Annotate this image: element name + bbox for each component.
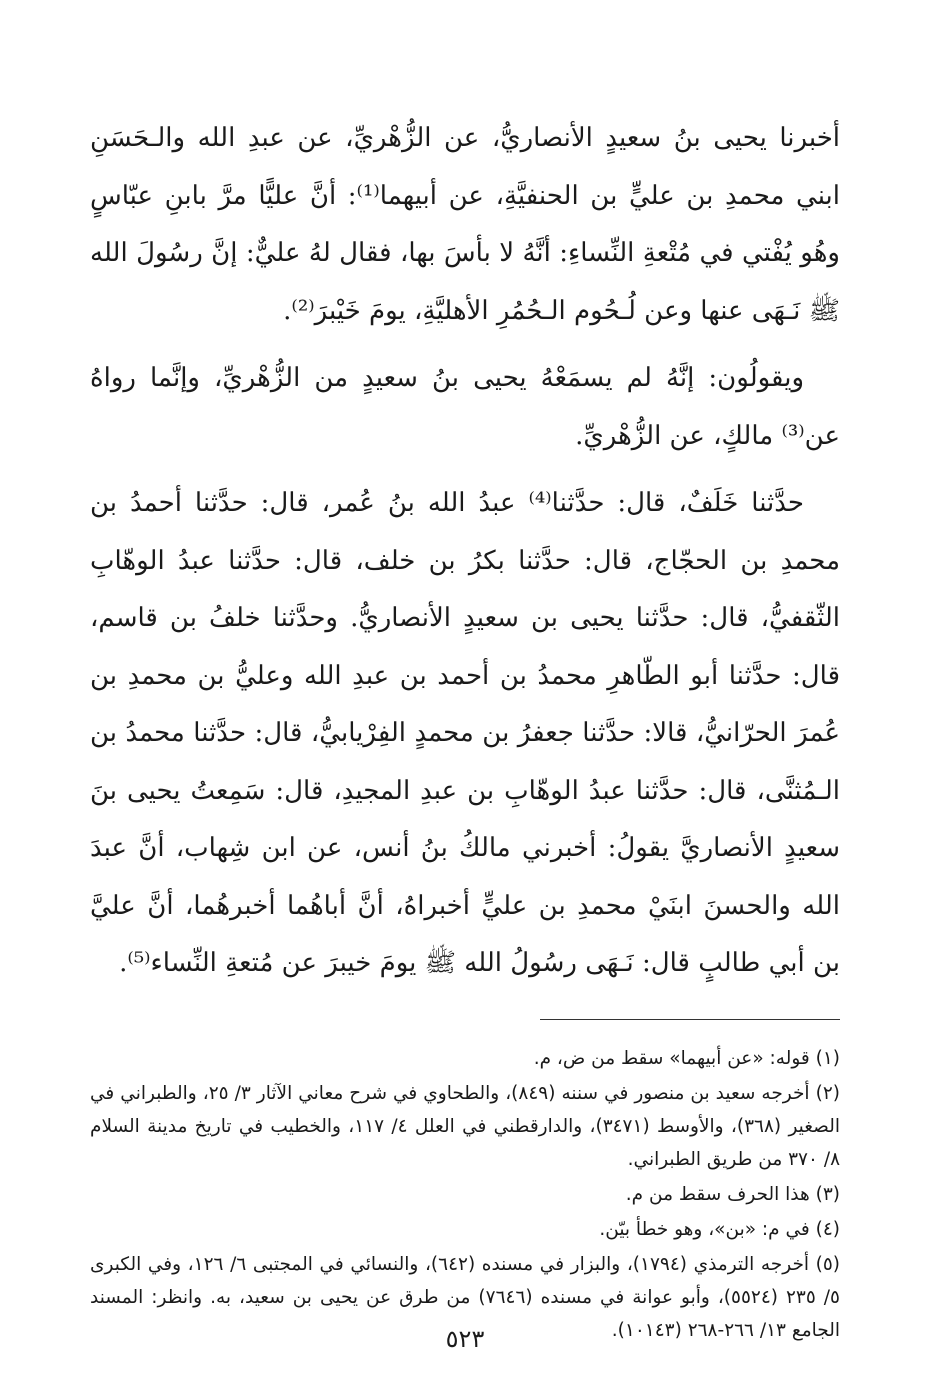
footnote-5: (٥) أخرجه الترمذي (١٧٩٤)، والبزار في مسنده (٦٤٢)، والنسائي في المجتبى ٦/ ١٢٦، وفي الكبرى ٥/ ٢٣٥ (٥٥٢٤)، وأبو عوانة في مسنده (٧٦٤٦) من طرق عن يحيى بن سعيد، به. وانظر: المسند الجامع ١٣/ ٢٦٦-٢٦٨ (١٠١٤٣).: [90, 1253, 840, 1341]
main-text: [90, 110, 840, 993]
footnote-4: (٤) في م: «بن»، وهو خطأ بيّن.: [599, 1218, 840, 1240]
paragraph-3: حدَّثنا خَلَفٌ، قال: حدَّثنا⁽⁴⁾ عبدُ الله بنُ عُمر، قال: حدَّثنا أحمدُ بن محمدِ بن الحجّاج، قال: حدَّثنا بكرُ بن خلف، قال: حدَّثنا عبدُ الوهّابِ الثّقفيُّ، قال: حدَّثنا يحيى بن سعيدٍ الأنصاريُّ. وحدَّثنا خلفُ بن قاسم، قال: حدَّثنا أبو الطّاهرِ محمدُ بن أحمد بن عبدِ الله وعليُّ بن محمدِ بن عُمرَ الحرّانيُّ، قالا: حدَّثنا جعفرُ بن محمدٍ الفِرْيابيُّ، قال: حدَّثنا محمدُ بن الـمُثنَّى، قال: حدَّثنا عبدُ الوهّابِ بن عبدِ المجيدِ، قال: سَمِعتُ يحيى بنَ سعيدٍ الأنصاريَّ يقولُ: أخبرني مالكُ بنُ أنس، عن ابن شِهاب، أنَّ عبدَ الله والحسنَ ابنَيْ محمدِ بن عليٍّ أخبراهُ، أنَّ أباهُما أخبرهُما، أنَّ عليَّ بن أبي طالبٍ قال: نَـهَى رسُولُ الله ﷺ يومَ خيبرَ عن مُتعةِ النِّساء⁽⁵⁾.: [90, 488, 841, 978]
paragraph-1: أخبرنا يحيى بنُ سعيدٍ الأنصاريُّ، عن الزُّهْريِّ، عن عبدِ الله والـحَسَنِ ابني محمدِ بن عليٍّ بن الحنفيَّةِ، عن أبيهما⁽¹⁾: أنَّ عليًّا مرَّ بابنِ عبّاسٍ وهُو يُفْتي في مُتْعةِ النِّساءِ: أنَّهُ لا بأسَ بها، فقال لهُ عليٌّ: إنَّ رسُولَ الله ﷺ نَـهَى عنها وعن لُـحُوم الـحُمُرِ الأهليَّةِ، يومَ خَيْبرَ⁽²⁾.: [90, 123, 841, 326]
footnote-1: (١) قوله: «عن أبيهما» سقط من ض، م.: [533, 1047, 840, 1069]
footnote-divider: [540, 1019, 840, 1020]
page-number: ٥٢٣: [445, 1325, 485, 1353]
paragraph-2: ويقولُون: إنَّهُ لم يسمَعْهُ يحيى بنُ سعيدٍ من الزُّهْريِّ، وإنَّما رواهُ عن⁽³⁾ مالكٍ، عن الزُّهْريِّ.: [90, 363, 840, 451]
footnote-3: (٣) هذا الحرف سقط من م.: [625, 1183, 840, 1205]
footnotes: [90, 1042, 840, 1347]
footnote-2: (٢) أخرجه سعيد بن منصور في سننه (٨٤٩)، والطحاوي في شرح معاني الآثار ٣/ ٢٥، والطبراني في الصغير (٣٦٨)، والأوسط (٣٤٧١)، والدارقطني في العلل ٤/ ١١٧، والخطيب في تاريخ مدينة السلام ٨/ ٣٧٠ من طريق الطبراني.: [90, 1082, 840, 1170]
